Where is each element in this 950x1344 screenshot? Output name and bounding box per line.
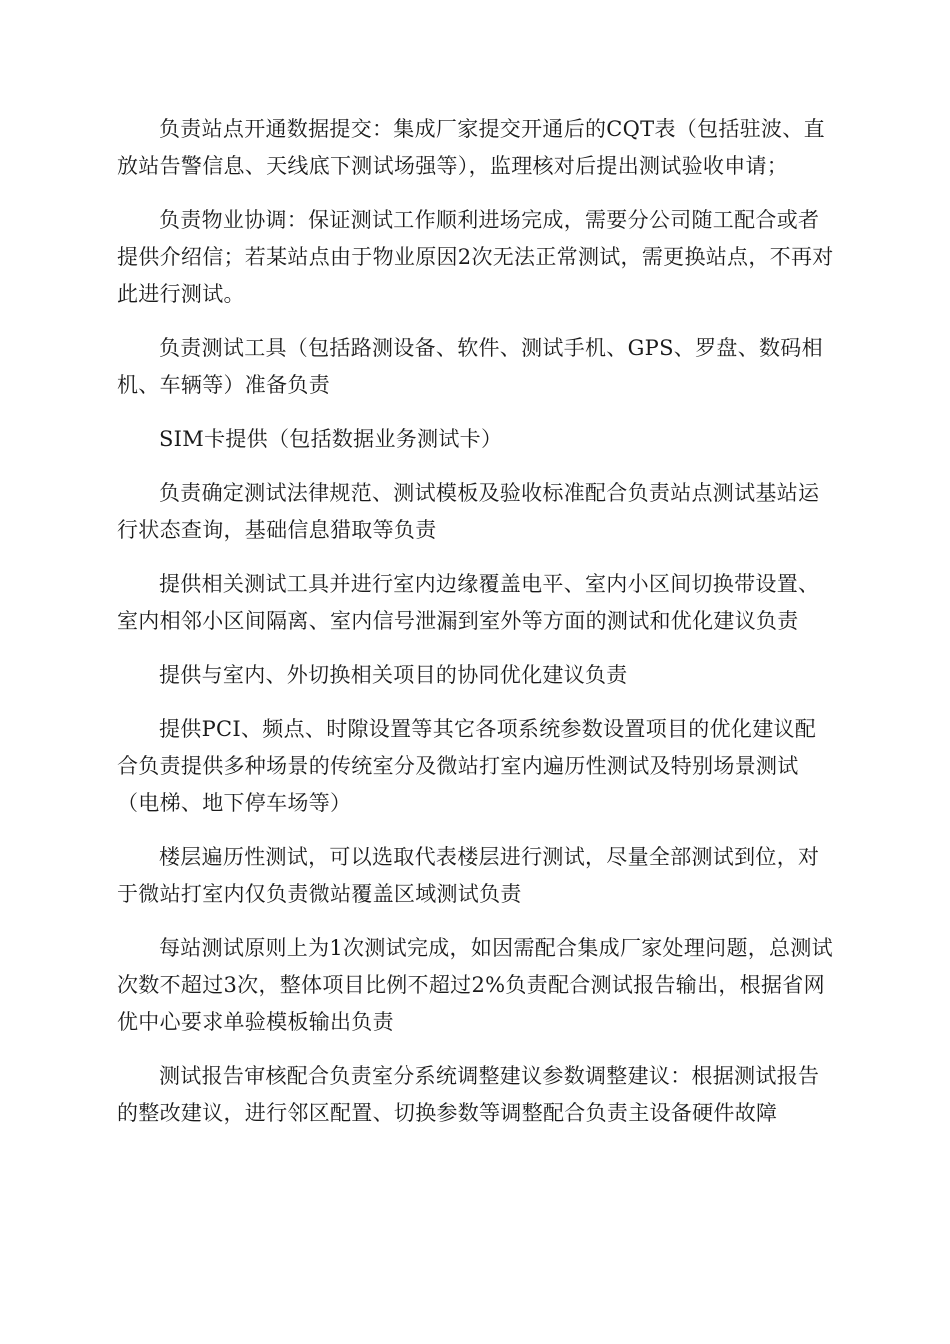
paragraph-test-tools: 负责测试工具（包括路测设备、软件、测试手机、GPS、罗盘、数码相机、车辆等）准备负责 (117, 336, 823, 397)
paragraph-test-standards: 负责确定测试法律规范、测试模板及验收标准配合负责站点测试基站运行状态查询，基础信息猎取等负责 (117, 481, 820, 542)
document-body (117, 111, 835, 1149)
paragraph-site-data-submission: 负责站点开通数据提交：集成厂家提交开通后的CQT表（包括驻波、直放站告警信息、天线底下测试场强等），监理核对后提出测试验收申请； (117, 117, 825, 178)
paragraph-report-review: 测试报告审核配合负责室分系统调整建议参数调整建议：根据测试报告的整改建议，进行邻区配置、切换参数等调整配合负责主设备硬件故障 (117, 1064, 820, 1125)
paragraph-sim-card: SIM卡提供（包括数据业务测试卡） (159, 427, 503, 451)
paragraph-property-coordination: 负责物业协调：保证测试工作顺利进场完成，需要分公司随工配合或者提供介绍信；若某站点由于物业原因2次无法正常测试，需更换站点，不再对此进行测试。 (117, 208, 834, 306)
paragraph-parameter-optimization: 提供PCI、频点、时隙设置等其它各项系统参数设置项目的优化建议配合负责提供多种场景的传统室分及微站打室内遍历性测试及特别场景测试（电梯、地下停车场等） (117, 717, 817, 815)
paragraph-test-principle: 每站测试原则上为1次测试完成，如因需配合集成厂家处理问题，总测试次数不超过3次，整体项目比例不超过2%负责配合测试报告输出，根据省网优中心要求单验模板输出负责 (117, 936, 833, 1034)
paragraph-handover-optimization: 提供与室内、外切换相关项目的协同优化建议负责 (159, 663, 628, 687)
paragraph-floor-traversal: 楼层遍历性测试，可以选取代表楼层进行测试，尽量全部测试到位，对于微站打室内仅负责微站覆盖区域测试负责 (117, 845, 820, 906)
paragraph-indoor-testing: 提供相关测试工具并进行室内边缘覆盖电平、室内小区间切换带设置、室内相邻小区间隔离、室内信号泄漏到室外等方面的测试和优化建议负责 (117, 572, 820, 633)
